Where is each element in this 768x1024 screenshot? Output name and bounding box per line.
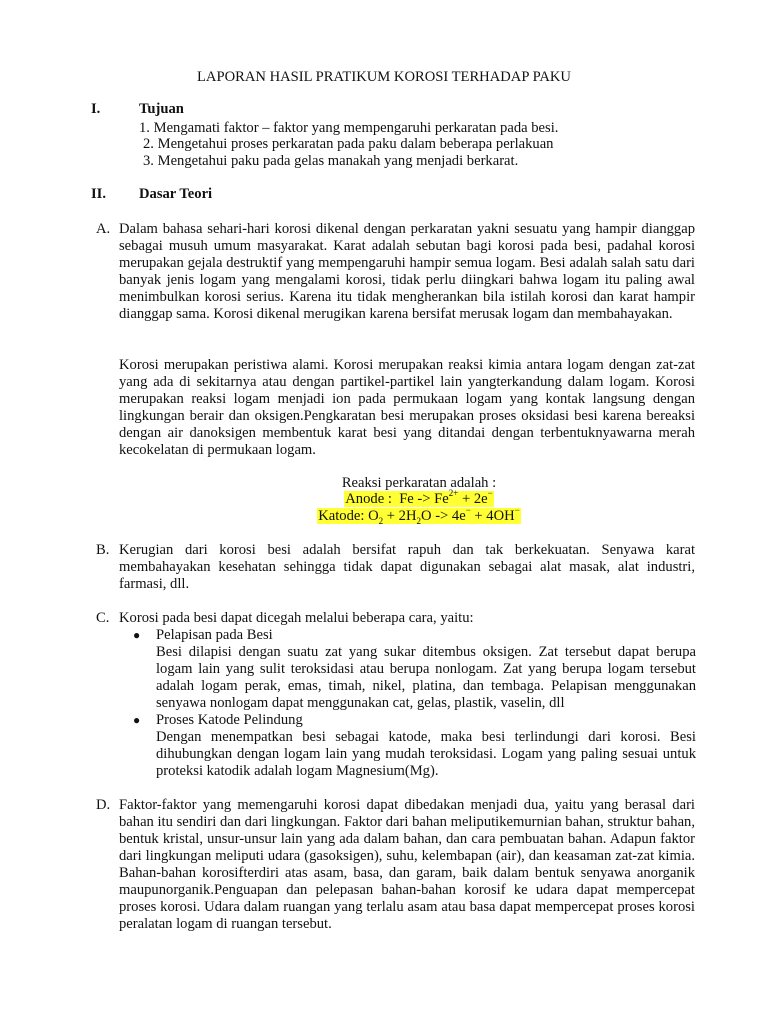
item-a-paragraph-1: Dalam bahasa sehari-hari korosi dikenal dengan perkaratan yakni sesuatu yang hampir dianggap sebagai musuh umum masyarakat. Karat adalah sebutan bagi korosi pada besi, padahal korosi merupakan gejala destruktif yang mempengaruhi hampir semua logam. Besi adalah salah satu dari banyak jenis logam yang mengalami korosi, tidak perlu diingkari bahwa logam itu paling awal menimbulkan korosi serius. Karena itu tidak mengherankan bila istilah korosi dan karat hampir dianggap sama. Korosi dikenal merugikan karena bersifat merusak logam dan membahayakan. [119, 221, 695, 322]
item-d-label: D. [96, 797, 111, 813]
objective-2: 2. Mengetahui proses perkaratan pada paku dalam beberapa perlakuan [143, 136, 554, 152]
section-2-number: II. [91, 186, 107, 202]
item-b-paragraph: Kerugian dari korosi besi adalah bersifat rapuh dan tak berkekuatan. Senyawa karat membahayakan kesehatan sehingga tidak dapat digunakan sebagai alat masak, alat industri, farmasi, dll. [119, 542, 695, 592]
section-1-heading: Tujuan [139, 101, 184, 117]
item-c-label: C. [96, 610, 110, 626]
bullet-2-title: Proses Katode Pelindung [156, 712, 303, 728]
katode-highlight: Katode: $O_2 + 2H_2O -> 4e^- + 4OH^-$ [318, 505, 520, 526]
anode-reaction [0, 488, 768, 508]
bullet-1-title: Pelapisan pada Besi [156, 627, 273, 643]
item-b-label: B. [96, 542, 110, 558]
bullet-1-text: Besi dilapisi dengan suatu zat yang sukar ditembus oksigen. Zat tersebut dapat berupa logam lain yang sulit teroksidasi atau berupa nonlogam. Zat yang berupa logam tersebut adalah logam perak, emas, timah, nikel, platina, dan tembaga. Pelapisan menggunakan senyawa nonlogam dapat menggunakan cat, gelas, plastik, vaselin, dll [156, 644, 696, 711]
katode-reaction [0, 505, 768, 526]
objective-1: 1. Mengamati faktor – faktor yang mempengaruhi perkaratan pada besi. [139, 120, 559, 136]
page-title: LAPORAN HASIL PRATIKUM KOROSI TERHADAP PAKU [197, 69, 571, 85]
item-a-paragraph-2: Korosi merupakan peristiwa alami. Korosi merupakan reaksi kimia antara logam dengan zat-zat yang ada di sekitarnya atau dengan partikel-partikel lain yangterkandung dalam logam. Korosi merupakan reaksi logam menjadi ion pada permukaan logam yang kontak langsung dengan lingkungan berair dan oksigen.Pengkaratan besi merupakan proses oksidasi besi karena bereaksi dengan air danoksigen membentuk karat besi yang ditandai dengan terbentuknyawarna merah kecokelatan di permukaan logam. [119, 357, 695, 458]
item-d-paragraph: Faktor-faktor yang memengaruhi korosi dapat dibedakan menjadi dua, yaitu yang berasal dari bahan itu sendiri dan dari lingkungan. Faktor dari bahan meliputikemurnian bahan, struktur bahan, bentuk kristal, unsur-unsur lain yang ada dalam bahan, dan cara pembuatan bahan. Adapun faktor dari lingkungan meliputi udara (gasoksigen), suhu, kelembapan (air), dan keasaman zat-zat kimia. Bahan-bahan korosifterdiri atas asam, basa, dan garam, baik dalam bentuk senyawa anorganik maupunorganik.Penguapan dan pelepasan bahan-bahan korosif ke udara dapat mempercepat proses korosi. Udara dalam ruangan yang terlalu asam atau basa dapat mempercepat proses korosi peralatan logam di ruangan tersebut. [119, 797, 695, 932]
bullet-icon: ● [133, 713, 141, 727]
section-2-heading: Dasar Teori [139, 186, 213, 202]
reaction-title: Reaksi perkaratan adalah : [341, 475, 497, 491]
anode-highlight: Anode : $Fe -> Fe^{2+} + 2e^-$ [345, 488, 493, 507]
bullet-2-text: Dengan menempatkan besi sebagai katode, maka besi terlindungi dari korosi. Besi dihubungkan dengan logam lain yang mudah teroksidasi. Logam yang paling sesuai untuk proteksi katodik adalah logam Magnesium(Mg). [156, 729, 696, 779]
bullet-icon: ● [133, 628, 141, 642]
section-1-number: I. [91, 101, 101, 117]
objective-3: 3. Mengetahui paku pada gelas manakah yang menjadi berkarat. [143, 153, 519, 169]
item-c-intro: Korosi pada besi dapat dicegah melalui beberapa cara, yaitu: [119, 610, 474, 626]
item-a-label: A. [96, 221, 111, 237]
